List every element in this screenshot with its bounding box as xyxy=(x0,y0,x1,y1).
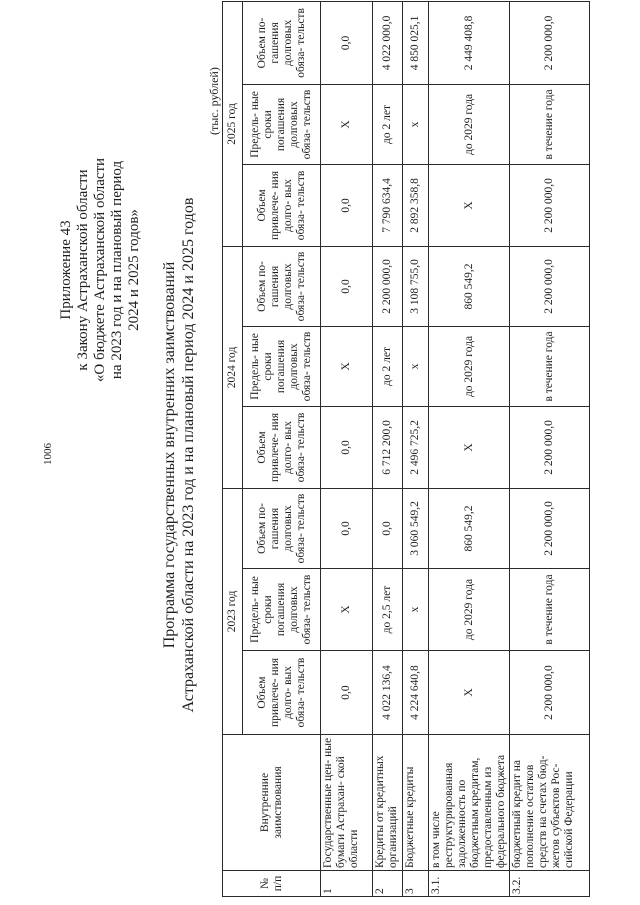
cell: 0,0 xyxy=(321,488,373,568)
header-repay: Объем по- гашения долговых обяза- тельств xyxy=(243,1,321,84)
title-line: Программа государственных внутренних заимствований xyxy=(161,261,178,649)
cell: до 2029 года xyxy=(429,326,510,406)
cell: 2 892 358,8 xyxy=(403,164,429,246)
title-line: Астраханской области на 2023 год и на плановый период 2024 и 2025 годов xyxy=(180,197,197,713)
appendix-header xyxy=(58,140,143,400)
cell: 860 549,2 xyxy=(429,488,510,568)
document-title xyxy=(160,135,198,775)
row-name: Бюджетные кредиты xyxy=(403,735,429,871)
cell: 2 496 725,2 xyxy=(403,406,429,488)
table-row xyxy=(429,1,510,896)
cell: X xyxy=(429,406,510,488)
cell: 2 449 408,8 xyxy=(429,1,510,84)
header-attract: Объем привлече- ния долго- вых обяза- тельств xyxy=(243,406,321,488)
cell: 2 200 000,0 xyxy=(510,1,590,84)
header-year-2025: 2025 год xyxy=(223,1,243,246)
cell: 6 712 200,0 xyxy=(373,406,403,488)
cell: X xyxy=(321,326,373,406)
unit-label: (тыс. рублей) xyxy=(207,67,221,135)
row-num: 3 xyxy=(403,871,429,897)
cell: 2 200 000,0 xyxy=(510,164,590,246)
header-attract: Объем привлече- ния долго- вых обяза- тельств xyxy=(243,651,321,735)
table-row xyxy=(321,1,373,896)
header-term: Предель- ные сроки погашения долговых обяза- тельств xyxy=(243,569,321,651)
appendix-line: Приложение 43 xyxy=(58,220,74,320)
appendix-line: к Закону Астраханской области xyxy=(75,169,91,371)
row-num: 2 xyxy=(373,871,403,897)
appendix-line: 2024 и 2025 годов» xyxy=(126,209,142,331)
cell: до 2029 года xyxy=(429,84,510,164)
cell: до 2029 года xyxy=(429,569,510,651)
cell: 0,0 xyxy=(321,1,373,84)
cell: до 2,5 лет xyxy=(373,569,403,651)
cell: в течение года xyxy=(510,569,590,651)
header-repay: Объем по- гашения долговых обяза- тельств xyxy=(243,246,321,326)
cell: 2 200 000,0 xyxy=(510,406,590,488)
cell: 0,0 xyxy=(321,164,373,246)
appendix-line: на 2023 год и на плановый период xyxy=(109,160,125,380)
header-borrowings: Внутренние заимствования xyxy=(223,735,321,871)
cell: 2 200 000,0 xyxy=(510,246,590,326)
cell: 4 022 000,0 xyxy=(373,1,403,84)
header-term: Предель- ные сроки погашения долговых обяза- тельств xyxy=(243,84,321,164)
cell: X xyxy=(429,651,510,735)
header-year-2024: 2024 год xyxy=(223,246,243,488)
header-attract: Объем привлече- ния долго- вых обяза- тельств xyxy=(243,164,321,246)
header-year-2023: 2023 год xyxy=(223,488,243,734)
cell: 0,0 xyxy=(321,651,373,735)
header-num: № п/п xyxy=(223,871,321,897)
cell: 860 549,2 xyxy=(429,246,510,326)
row-name: в том числе реструктурированная задолженность по бюджетным кредитам, предоставленным из федерального бюджета xyxy=(429,735,510,871)
row-num: 1 xyxy=(321,871,373,897)
cell: 2 200 000,0 xyxy=(510,488,590,568)
row-name: Кредиты от кредитных организаций xyxy=(373,735,403,871)
row-num: 3.2. xyxy=(510,871,590,897)
cell: 0,0 xyxy=(321,406,373,488)
cell: X xyxy=(321,84,373,164)
cell: 7 790 634,4 xyxy=(373,164,403,246)
cell: 3 108 755,0 xyxy=(403,246,429,326)
cell: 0,0 xyxy=(373,488,403,568)
cell: в течение года xyxy=(510,326,590,406)
table-row xyxy=(510,1,590,896)
table-row xyxy=(373,1,403,896)
cell: x xyxy=(403,326,429,406)
cell: 4 224 640,8 xyxy=(403,651,429,735)
header-repay: Объем по- гашения долговых обяза- тельств xyxy=(243,488,321,568)
row-num: 3.1. xyxy=(429,871,510,897)
cell: 4 850 025,1 xyxy=(403,1,429,84)
cell: до 2 лет xyxy=(373,84,403,164)
header-term: Предель- ные сроки погашения долговых обяза- тельств xyxy=(243,326,321,406)
cell: 0,0 xyxy=(321,246,373,326)
row-name: Государственные цен- ные бумаги Астрахан- ской области xyxy=(321,735,373,871)
cell: x xyxy=(403,569,429,651)
page-number: 1006 xyxy=(42,443,54,465)
cell: 4 022 136,4 xyxy=(373,651,403,735)
cell: в течение года xyxy=(510,84,590,164)
cell: X xyxy=(429,164,510,246)
cell: X xyxy=(321,569,373,651)
cell: 2 200 000,0 xyxy=(510,651,590,735)
borrowings-table xyxy=(222,1,590,897)
appendix-line: «О бюджете Астраханской области xyxy=(92,157,108,383)
cell: x xyxy=(403,84,429,164)
row-name: бюджетный кредит на пополнение остатков средств на счетах бюд- жетов субъектов Рос- сийской Федерации xyxy=(510,735,590,871)
cell: 2 200 000,0 xyxy=(373,246,403,326)
table-row xyxy=(403,1,429,896)
cell: до 2 лет xyxy=(373,326,403,406)
cell: 3 060 549,2 xyxy=(403,488,429,568)
